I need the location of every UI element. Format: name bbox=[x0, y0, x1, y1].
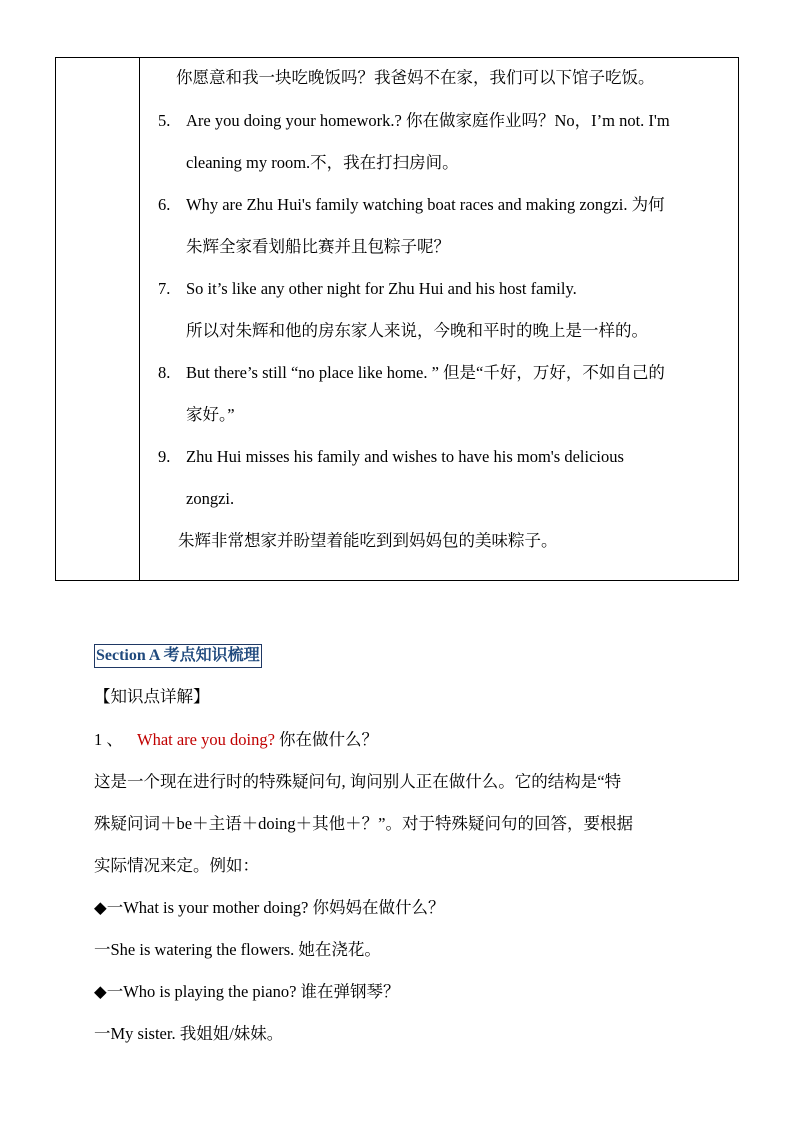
item-number: 9. bbox=[158, 447, 171, 466]
item-line: Why are Zhu Hui's family watching boat races and making zongzi. 为何 bbox=[186, 195, 665, 214]
item-line: zongzi. bbox=[186, 489, 235, 508]
example-line: 一My sister. 我姐姐/妹妹。 bbox=[94, 1024, 284, 1043]
item-number: 8. bbox=[158, 363, 171, 382]
point-chinese: 你在做什么？ bbox=[274, 730, 379, 749]
example-line: 一She is watering the flowers. 她在浇花。 bbox=[94, 940, 381, 959]
item-number: 6. bbox=[158, 195, 171, 214]
item-line: 所以对朱辉和他的房东家人来说，今晚和平时的晚上是一样的。 bbox=[186, 321, 648, 340]
item-line: 朱辉全家看划船比赛并且包粽子呢？ bbox=[186, 237, 450, 256]
explanation-line: 实际情况来定。例如： bbox=[94, 856, 259, 875]
item-line: cleaning my room.不，我在打扫房间。 bbox=[186, 153, 459, 172]
table-intro-text: 你愿意和我一块吃晚饭吗？我爸妈不在家，我们可以下馆子吃饭。 bbox=[176, 68, 655, 87]
explanation-line: 这是一个现在进行时的特殊疑问句, 询问别人正在做什么。它的结构是“特 bbox=[94, 772, 622, 791]
section-title: Section A 考点知识梳理 bbox=[94, 644, 262, 668]
point-number: 1 、 bbox=[94, 730, 123, 749]
knowledge-point bbox=[94, 729, 378, 751]
item-line: 家好。” bbox=[186, 405, 235, 424]
item-line: Are you doing your homework.? 你在做家庭作业吗？No，I’m not. I'm bbox=[186, 111, 670, 130]
item-line: Zhu Hui misses his family and wishes to have his mom's delicious bbox=[186, 447, 624, 466]
explanation-line: 殊疑问词＋be＋主语＋doing＋其他＋？”。对于特殊疑问句的回答，要根据 bbox=[94, 814, 633, 833]
item-number: 5. bbox=[158, 111, 171, 130]
section-subtitle: 【知识点详解】 bbox=[94, 687, 210, 706]
example-line: ◆一Who is playing the piano? 谁在弹钢琴？ bbox=[94, 982, 400, 1001]
item-line: So it’s like any other night for Zhu Hui and his host family. bbox=[186, 279, 577, 298]
translation-table bbox=[55, 57, 739, 581]
example-line: ◆一What is your mother doing? 你妈妈在做什么？ bbox=[94, 898, 445, 917]
table-outro-text: 朱辉非常想家并盼望着能吃到到妈妈包的美味粽子。 bbox=[178, 531, 558, 550]
table-column-divider bbox=[139, 58, 140, 580]
point-english: What are you doing? bbox=[137, 730, 275, 749]
item-line: But there’s still “no place like home. ” 但是“千好，万好，不如自己的 bbox=[186, 363, 665, 382]
item-number: 7. bbox=[158, 279, 171, 298]
